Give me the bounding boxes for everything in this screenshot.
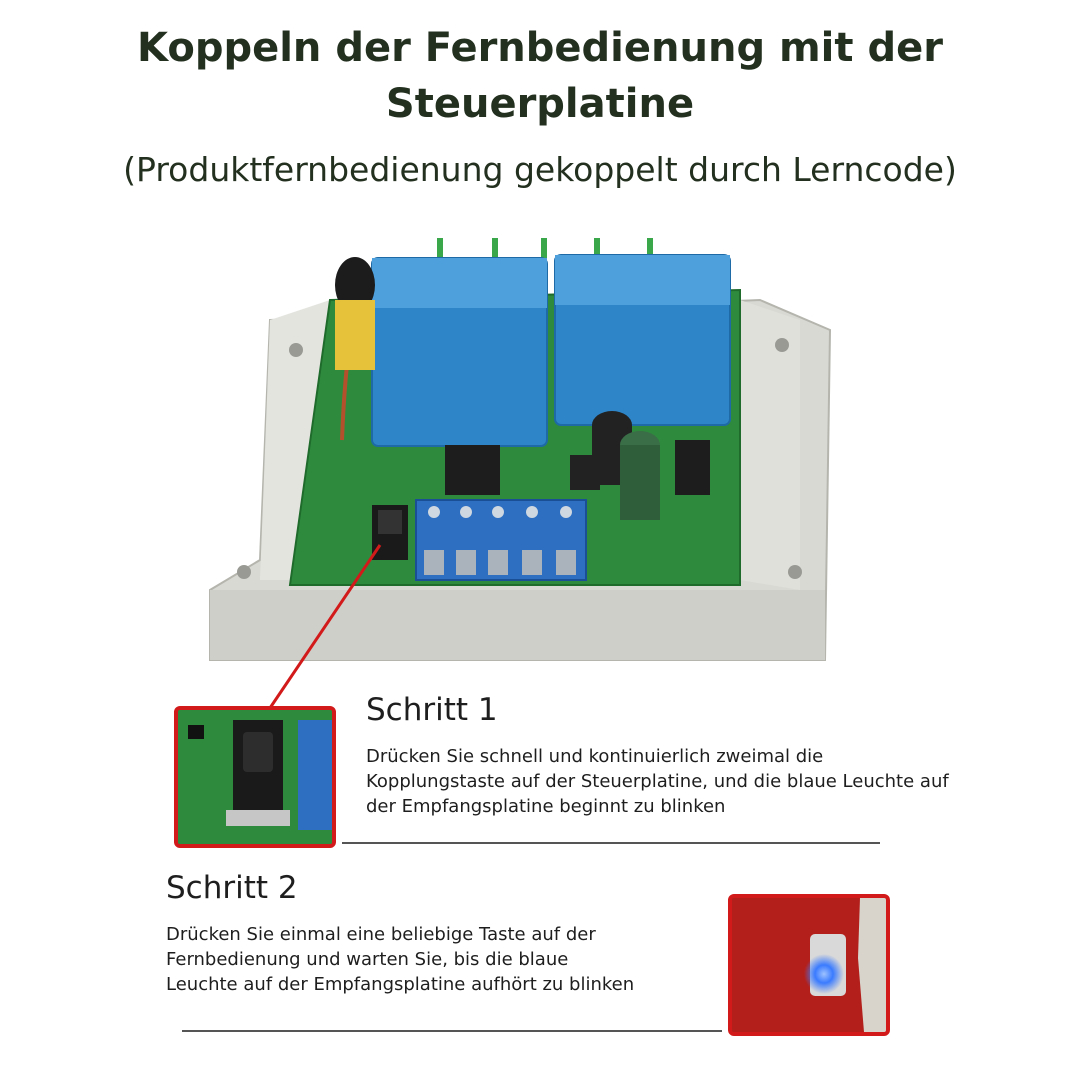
button-base [226,810,290,826]
step-2-divider [182,1030,722,1032]
mount-hole [237,565,251,579]
capacitor-body [620,445,660,520]
step-1-heading: Schritt 1 [366,692,498,728]
step-2-line-1: Drücken Sie einmal eine beliebige Taste auf der [166,924,596,945]
relay-1-top [372,258,547,308]
mount-hole [775,338,789,352]
pairing-button-closeup [174,706,336,848]
terminal-clamp [488,550,508,575]
step-1-line-2: Kopplungstaste auf der Steuerplatine, und die blaue Leuchte auf [366,771,949,792]
terminal-clamp [456,550,476,575]
led-graphic [732,898,886,1032]
subtitle: (Produktfernbedienung gekoppelt durch Lerncode) [123,150,957,189]
terminal-screw [492,506,504,518]
step-2-line-2: Fernbedienung und warten Sie, bis die blaue [166,949,569,970]
step-1-divider [342,842,880,844]
housing-front [210,590,825,660]
step-1-text [366,744,949,819]
terminal-screw [428,506,440,518]
step-2-line-3: Leuchte auf der Empfangsplatine aufhört zu blinken [166,974,635,995]
mount-hole [788,565,802,579]
terminal-screw [460,506,472,518]
pairing-button-cap [378,510,402,534]
terminal-clamp [522,550,542,575]
yellow-capacitor [335,300,375,370]
button-cap [243,732,273,772]
smd-part [188,725,204,739]
ic-chip [675,440,710,495]
housing-right-wall [740,300,800,590]
terminal-clamp [556,550,576,575]
title-line-2: Steuerplatine [385,81,695,127]
mount-hole [289,343,303,357]
blue-led-closeup [728,894,890,1036]
terminal-screw [560,506,572,518]
step-1-line-3: der Empfangsplatine beginnt zu blinken [366,796,726,817]
closeup-graphic [178,710,332,844]
step-2-heading: Schritt 2 [166,870,298,906]
title-line-1: Koppeln der Fernbedienung mit der [137,25,943,71]
step-1-line-1: Drücken Sie schnell und kontinuierlich zweimal die [366,746,824,767]
terminal-clamp [424,550,444,575]
inductor [570,455,600,490]
led-glow [804,954,844,994]
terminal-screw [526,506,538,518]
step-2-text [166,922,634,997]
relay-2-top [555,255,730,305]
ic-chip [445,445,500,495]
terminal-edge [298,720,332,830]
